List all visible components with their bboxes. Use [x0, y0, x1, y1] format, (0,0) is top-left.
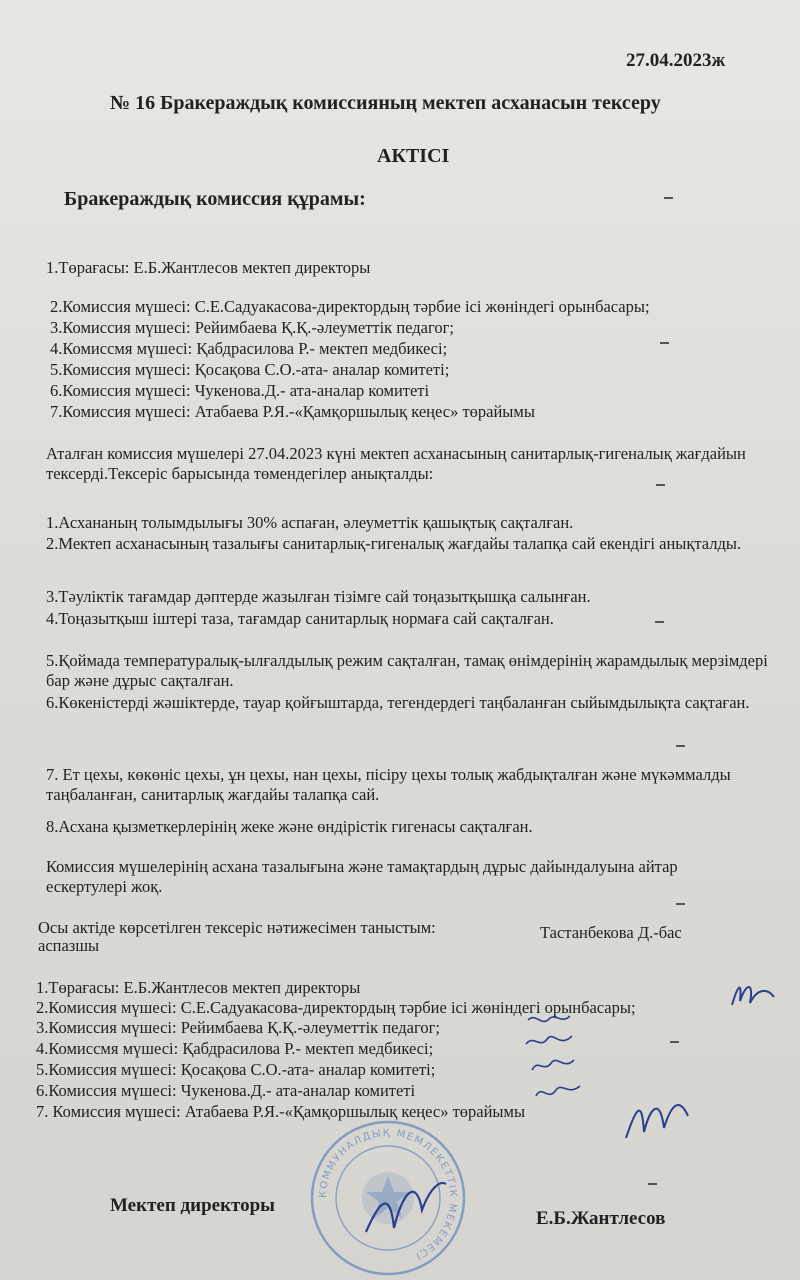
stamp-text: КОММУНАЛДЫҚ МЕМЛЕКЕТТІК МЕКЕМЕСІ — [317, 1127, 459, 1262]
director-name: Е.Б.Жантлесов — [536, 1208, 666, 1229]
scan-mark — [670, 1041, 679, 1043]
scan-mark — [664, 197, 673, 199]
signature-icon — [620, 1088, 692, 1148]
member-line: 6.Комиссия мүшесі: Чукенова.Д.- ата-аналар комитеті — [50, 381, 430, 400]
member-line: 3.Комиссия мүшесі: Рейимбаева Қ.Қ.-әлеуметтік педагог; — [50, 318, 454, 337]
member-line: 2.Комиссия мүшесі: С.Е.Садуакасова-директордың тәрбие ісі жөніндегі орынбасары; — [50, 297, 650, 316]
scan-mark — [676, 745, 685, 747]
scan-mark — [660, 342, 669, 344]
document-title: № 16 Бракераждық комиссияның мектеп асханасын тексеру — [110, 92, 661, 114]
scan-mark — [655, 621, 664, 623]
document-date: 27.04.2023ж — [626, 50, 726, 71]
member-repeat-line: 2.Комиссия мүшесі: С.Е.Садуакасова-директордың тәрбие ісі жөніндегі орынбасары; — [36, 998, 636, 1017]
member-repeat-line: 5.Комиссия мүшесі: Қосақова С.О.-ата- аналар комитеті; — [36, 1060, 436, 1079]
intro-paragraph: Аталған комиссия мүшелері 27.04.2023 күні мектеп асханасының санитарлық-гигеналық жағдайын тексерді.Тексеріс барысында төмендегілер анықталды: — [46, 444, 746, 483]
member-line: 5.Комиссия мүшесі: Қосақова С.О.-ата- аналар комитеті; — [50, 360, 450, 379]
signatures-stack-icon — [522, 1010, 592, 1120]
member-line: 1.Төрағасы: Е.Б.Жантлесов мектеп директоры — [46, 258, 371, 277]
signature-icon — [728, 975, 778, 1013]
finding-item: 3.Тәуліктік тағамдар дәптерде жазылған тізімге сай тоңазытқышқа салынған. — [46, 587, 591, 606]
member-repeat-line: 6.Комиссия мүшесі: Чукенова.Д.- ата-аналар комитеті — [36, 1081, 416, 1100]
member-repeat-line: 7. Комиссия мүшесі: Атабаева Р.Я.-«Қамқоршылық кеңес» төрайымы — [36, 1102, 526, 1121]
acknowledgement-text: Осы актіде көрсетілген тексеріс нәтижесімен таныстым: — [38, 918, 436, 937]
director-label: Мектеп директоры — [110, 1195, 276, 1216]
member-repeat-line: 1.Төрағасы: Е.Б.Жантлесов мектеп директоры — [36, 978, 361, 997]
acknowledgement-name: Тастанбекова Д.-бас — [540, 923, 682, 942]
member-line: 4.Комиссмя мүшесі: Қабдрасилова Р.- мектеп медбикесі; — [50, 339, 448, 358]
member-line: 7.Комиссия мүшесі: Атабаева Р.Я.-«Қамқоршылық кеңес» төрайымы — [50, 402, 535, 421]
finding-item: 5.Қоймада температуралық-ылғалдылық режим сақталған, тамақ өнімдерінің жарамдылық мерзімдері бар және дұрыс сақталған. — [46, 651, 768, 690]
scan-mark — [656, 484, 665, 486]
finding-item: 7. Ет цехы, көкөніс цехы, ұн цехы, нан цехы, пісіру цехы толық жабдықталған және мүкәммалды таңбаланған, санитарлық жағдайы талапқа сай. — [46, 765, 731, 804]
director-signature-icon — [360, 1170, 450, 1240]
finding-item: 8.Асхана қызметкерлерінің жеке және өндірістік гигенасы сақталған. — [46, 817, 533, 836]
finding-item: 6.Көкеністерді жәшіктерде, тауар қойғыштарда, тегендердегі таңбаланған сыйымдылықта сақтаған. — [46, 693, 750, 712]
finding-item: 4.Тоңазытқыш іштері таза, тағамдар санитарлық нормаға сай сақталған. — [46, 609, 554, 628]
finding-item: 1.Асхананың толымдылығы 30% аспаған, әлеуметтік қашықтық сақталған. — [46, 513, 574, 532]
finding-item: 2.Мектеп асханасының тазалығы санитарлық-гигеналық жағдайы талапқа сай екендігі анықталды. — [46, 534, 742, 553]
member-repeat-line: 3.Комиссия мүшесі: Рейимбаева Қ.Қ.-әлеуметтік педагог; — [36, 1018, 440, 1037]
document-subtitle: АКТІСІ — [377, 145, 450, 167]
remarks-paragraph: Комиссия мүшелерінің асхана тазалығына және тамақтардың дұрыс дайындалуына айтар ескертулері жоқ. — [46, 857, 678, 896]
scan-mark — [676, 903, 685, 905]
member-repeat-line: 4.Комиссмя мүшесі: Қабдрасилова Р.- мектеп медбикесі; — [36, 1039, 434, 1058]
composition-heading: Бракераждық комиссия құрамы: — [64, 188, 366, 210]
acknowledgement-name-cont: аспазшы — [38, 936, 100, 955]
scan-mark — [648, 1183, 657, 1185]
